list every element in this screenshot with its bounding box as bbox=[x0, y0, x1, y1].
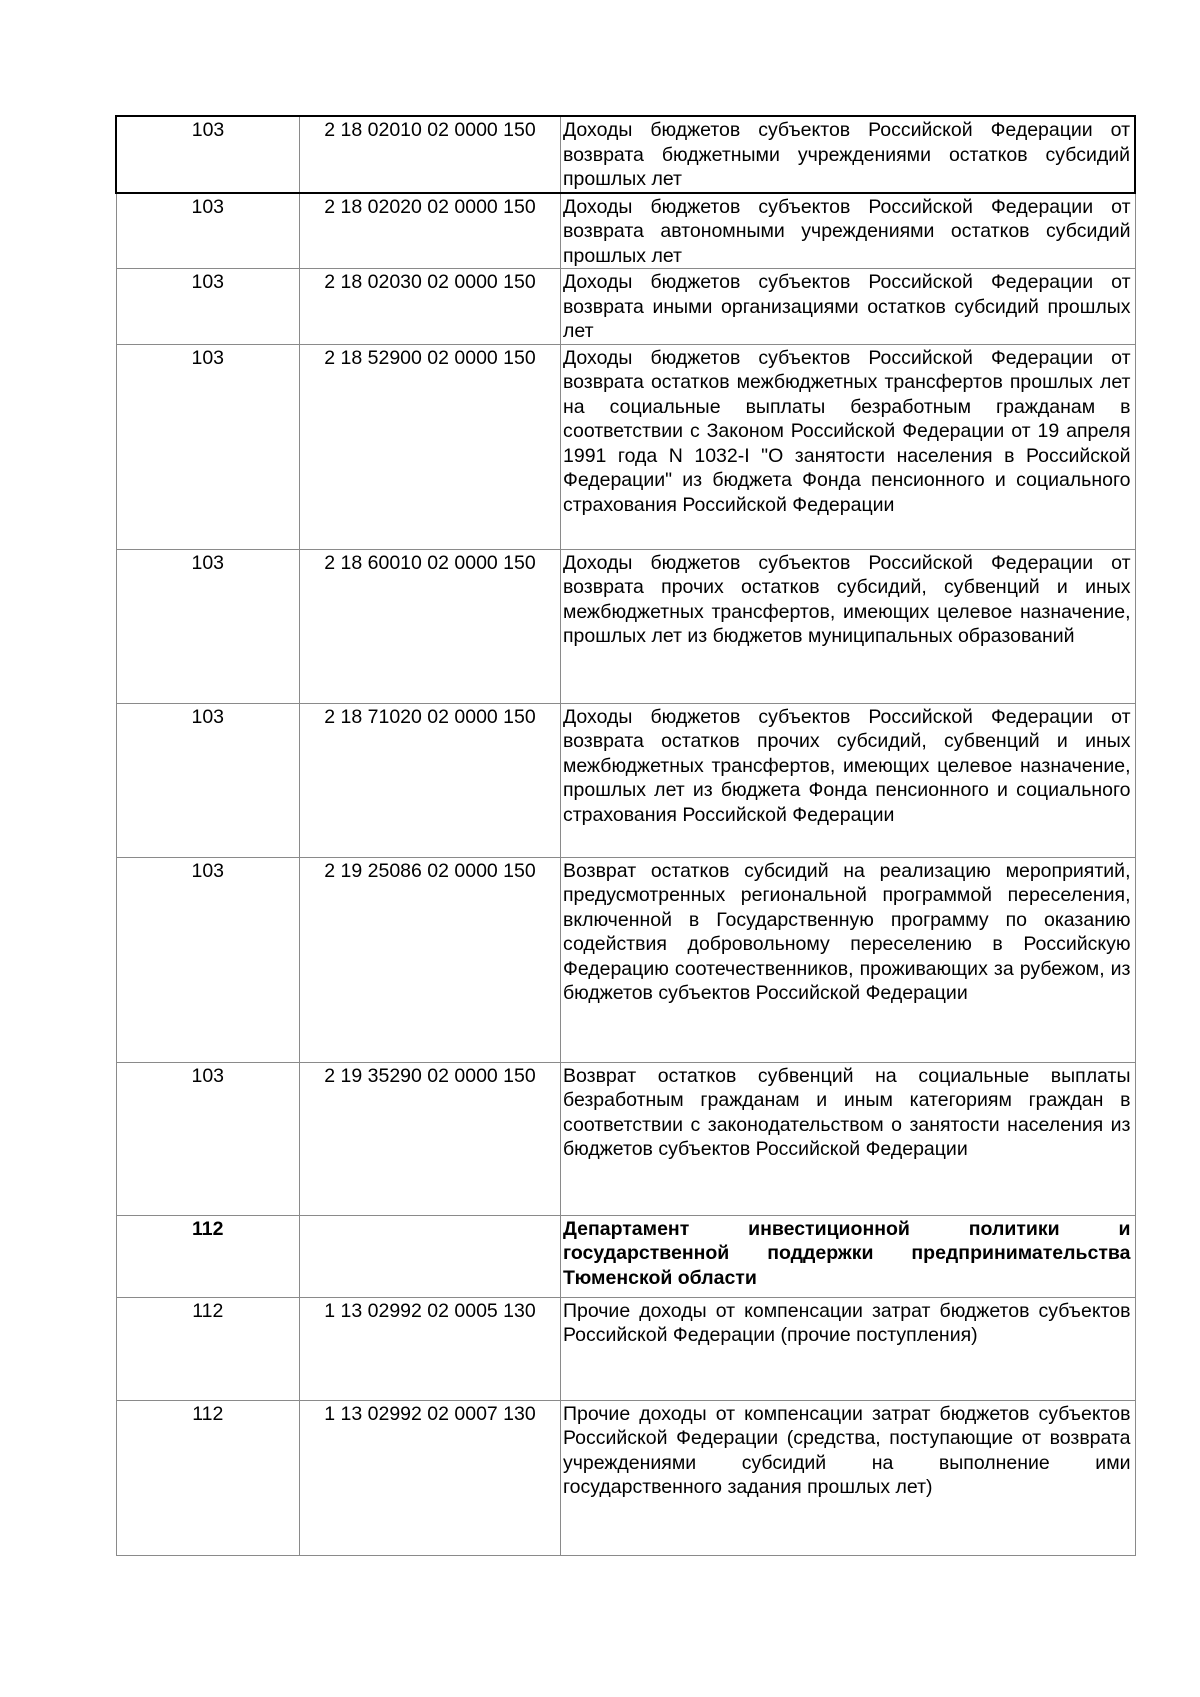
revenue-name-cell bbox=[561, 193, 1136, 269]
admin-code: 103 bbox=[191, 271, 225, 293]
department-header-row bbox=[116, 1215, 1135, 1297]
revenue-name: Возврат остатков субвенций на социальные выплаты безработным гражданам и иным категориям граждан в соответствии с законодательством о занятости населения из бюджетов субъектов Российской Федерации bbox=[563, 1064, 1131, 1160]
budget-code: 2 18 71020 02 0000 150 bbox=[324, 705, 536, 728]
budget-code-cell bbox=[300, 1400, 561, 1555]
admin-code-cell bbox=[116, 344, 300, 549]
budget-code: 2 19 25086 02 0000 150 bbox=[324, 859, 536, 882]
admin-code-cell bbox=[116, 549, 300, 703]
budget-code: 2 18 02030 02 0000 150 bbox=[324, 271, 536, 293]
department-name: Департамент инвестиционной политики и государственной поддержки предпринимательства Тюменской области bbox=[563, 1217, 1131, 1289]
budget-code: 1 13 02992 02 0007 130 bbox=[324, 1402, 536, 1425]
revenue-name-cell bbox=[561, 1062, 1136, 1215]
budget-code-cell bbox=[300, 1297, 561, 1400]
budget-code-cell bbox=[300, 193, 561, 269]
admin-code: 103 bbox=[191, 346, 225, 369]
budget-code: 2 18 60010 02 0000 150 bbox=[324, 551, 536, 574]
table-row bbox=[116, 1400, 1135, 1555]
admin-code: 103 bbox=[191, 705, 225, 728]
revenue-name-cell bbox=[561, 857, 1136, 1062]
budget-code-cell bbox=[300, 857, 561, 1062]
department-name-cell bbox=[561, 1215, 1136, 1297]
revenue-name: Доходы бюджетов субъектов Российской Федерации от возврата прочих остатков субсидий, субвенций и иных межбюджетных трансфертов, имеющих целевое назначение, прошлых лет из бюджетов муниципальных образований bbox=[563, 551, 1131, 647]
revenue-name-cell bbox=[561, 344, 1136, 549]
revenue-name: Доходы бюджетов субъектов Российской Федерации от возврата остатков межбюджетных трансфертов прошлых лет на социальные выплаты безработным гражданам в соответствии с Законом Российской Федерации от 19 апреля 1991 года N 1032-I "О занятости населения в Российской Федерации" из бюджета Фонда пенсионного и социального страхования Российской Федерации bbox=[563, 346, 1131, 516]
revenue-name: Прочие доходы от компенсации затрат бюджетов субъектов Российской Федерации (средства, поступающие от возврата учреждениями субсидий на выполнение ими государственного задания прошлых лет) bbox=[563, 1402, 1131, 1498]
revenue-name: Доходы бюджетов субъектов Российской Федерации от возврата бюджетными учреждениями остатков субсидий прошлых лет bbox=[563, 119, 1130, 190]
admin-code-cell bbox=[116, 269, 300, 345]
admin-code: 103 bbox=[191, 1064, 225, 1087]
admin-code-cell bbox=[116, 193, 300, 269]
admin-code: 103 bbox=[191, 551, 225, 574]
revenue-name: Возврат остатков субсидий на реализацию мероприятий, предусмотренных региональной программой переселения, включенной в Государственную программу по оказанию содействия добровольному переселению в Российскую Федерацию соотечественников, проживающих за рубежом, из бюджетов субъектов Российской Федерации bbox=[563, 859, 1131, 1004]
revenue-name-cell bbox=[561, 269, 1136, 345]
budget-code: 2 19 35290 02 0000 150 bbox=[324, 1064, 536, 1087]
revenue-name-cell bbox=[561, 703, 1136, 857]
admin-code-cell bbox=[116, 1062, 300, 1215]
budget-code-cell bbox=[300, 269, 561, 345]
admin-code: 112 bbox=[192, 1217, 224, 1240]
budget-code-cell bbox=[300, 703, 561, 857]
budget-code: 2 18 02020 02 0000 150 bbox=[324, 195, 536, 218]
budget-code: 1 13 02992 02 0005 130 bbox=[324, 1299, 536, 1322]
budget-code-cell bbox=[300, 116, 561, 193]
revenue-codes-table bbox=[115, 115, 1136, 1556]
budget-code-cell bbox=[300, 1215, 561, 1297]
revenue-name: Доходы бюджетов субъектов Российской Федерации от возврата иными организациями остатков субсидий прошлых лет bbox=[563, 271, 1131, 342]
revenue-name-cell bbox=[561, 1297, 1136, 1400]
admin-code: 103 bbox=[191, 119, 225, 141]
table-row bbox=[116, 116, 1135, 193]
revenue-name-cell bbox=[561, 116, 1136, 193]
admin-code: 103 bbox=[191, 195, 225, 218]
budget-code-cell bbox=[300, 549, 561, 703]
table-row bbox=[116, 703, 1135, 857]
admin-code: 112 bbox=[192, 1299, 224, 1322]
revenue-name-cell bbox=[561, 1400, 1136, 1555]
admin-code: 112 bbox=[192, 1402, 224, 1425]
table-row bbox=[116, 269, 1135, 345]
table-row bbox=[116, 193, 1135, 269]
admin-code-cell bbox=[116, 703, 300, 857]
revenue-name: Доходы бюджетов субъектов Российской Федерации от возврата остатков прочих субсидий, субвенций и иных межбюджетных трансфертов, имеющих целевое назначение, прошлых лет из бюджета Фонда пенсионного и социального страхования Российской Федерации bbox=[563, 705, 1131, 826]
revenue-name: Доходы бюджетов субъектов Российской Федерации от возврата автономными учреждениями остатков субсидий прошлых лет bbox=[563, 195, 1131, 267]
budget-code: 2 18 52900 02 0000 150 bbox=[324, 346, 536, 369]
admin-code-cell bbox=[116, 1215, 300, 1297]
admin-code-cell bbox=[116, 116, 300, 193]
admin-code: 103 bbox=[191, 859, 225, 882]
table-row bbox=[116, 549, 1135, 703]
budget-code-cell bbox=[300, 344, 561, 549]
admin-code-cell bbox=[116, 1400, 300, 1555]
table-row bbox=[116, 1062, 1135, 1215]
admin-code-cell bbox=[116, 1297, 300, 1400]
admin-code-cell bbox=[116, 857, 300, 1062]
revenue-name: Прочие доходы от компенсации затрат бюджетов субъектов Российской Федерации (прочие поступления) bbox=[563, 1299, 1131, 1346]
table-row bbox=[116, 857, 1135, 1062]
table-row bbox=[116, 1297, 1135, 1400]
budget-code-cell bbox=[300, 1062, 561, 1215]
budget-code bbox=[300, 1216, 560, 1217]
revenue-name-cell bbox=[561, 549, 1136, 703]
table-row bbox=[116, 344, 1135, 549]
budget-code: 2 18 02010 02 0000 150 bbox=[324, 119, 536, 141]
